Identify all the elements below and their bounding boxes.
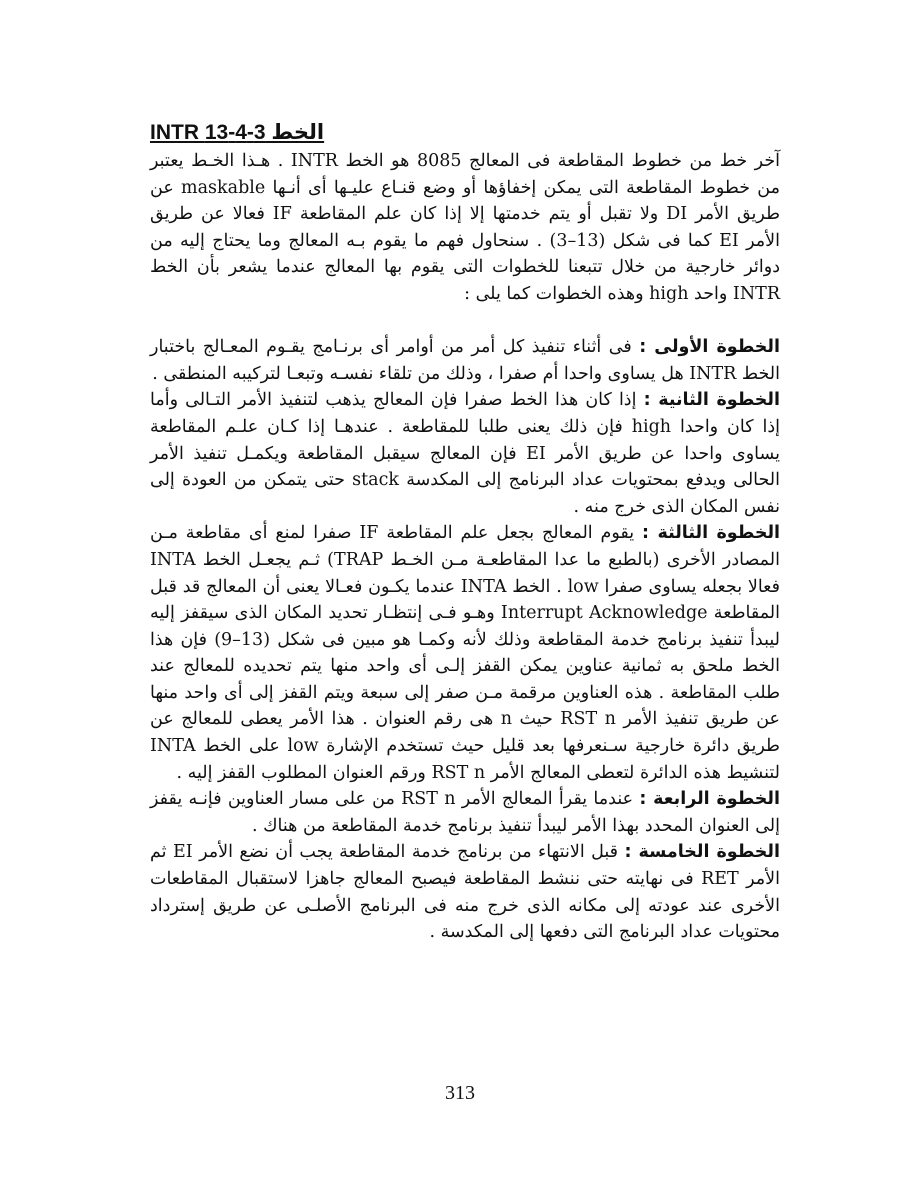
step-3-label: الخطوة الثالثة : [642,523,781,544]
step-1-paragraph [150,334,780,387]
text-body [150,118,780,946]
step-4-text: عندما يقرأ المعالج الأمر RST n من على مسار العناوين فإنـه يقفز إلى العنوان المحدد بهذا الأمر ليبدأ تنفيذ برنامج خدمة المقاطعة من هناك . [150,789,780,836]
section-heading: INTR الخط 3-4-13 [150,121,325,144]
step-1-text: فى أثناء تنفيذ كل أمر من أوامر أى برنـامج يقـوم المعـالج باختبار الخط INTR هل يساوى واحدا أم صفرا ، وذلك من تلقاء نفسـه وتبعـا لتركيبه المنطقى . [150,337,780,384]
paragraph-gap [150,308,780,335]
step-1-label: الخطوة الأولى : [639,337,780,358]
step-2-paragraph [150,387,780,520]
step-3-text: يقوم المعالج بجعل علم المقاطعة IF صفرا لمنع أى مقاطعة مـن المصادر الأخرى (بالطبع ما عدا المقاطعـة مـن الخـط TRAP) ثـم يجعـل الخط INTA فعالا بجعله يساوى صفرا low . الخط INTA عندما يكـون فعـالا يعنى أن المعالج قد قبل المقاطعة Interrupt Acknowledge وهـو فـى إنتظـار تحديد المكان الذى سيقفز إليه ليبدأ تنفيذ برنامج خدمة المقاطعة وذلك لأنه وكمـا هو مبين فى شكل (13–9) فإن هذا الخط ملحق به ثمانية عناوين يمكن القفز إلـى أى واحد منها يتم تحديده للمعالج عند طلب المقاطعة . هذه العناوين مرقمة مـن صفر إلى سبعة ويتم القفز إلى أى واحد منها عن طريق تنفيذ الأمر RST n حيث n هى رقم العنوان . هذا الأمر يعطى للمعالج عن طريق دائرة خارجية سـنعرفها بعد قليل حيث تستخدم الإشارة low على الخط INTA لتنشيط هذه الدائرة لتعطى المعالج الأمر RST n ورقم العنوان المطلوب القفز إليه . [150,523,781,783]
step-4-paragraph [150,786,780,839]
intro-paragraph: آخر خط من خطوط المقاطعة فى المعالج 8085 هو الخط INTR . هـذا الخـط يعتبر من خطوط المقاطعة التى يمكن إخفاؤها أو وضع قنـاع عليـها أى أنـها maskable عن طريق الأمر DI ولا تقبل أو يتم خدمتها إلا إذا كان علم المقاطعة IF فعالا عن طريق الأمر EI كما فى شكل (13–3) . سنحاول فهم ما يقوم بـه المعالج وما يحتاج إليه من دوائر خارجية من خلال تتبعنا للخطوات التى يقوم بها المعالج عندما يشعر بأن الخط INTR واحد high وهذه الخطوات كما يلى : [150,151,781,304]
page-number: 313 [445,1082,475,1104]
step-5-label: الخطوة الخامسة : [624,842,780,863]
step-5-paragraph [150,839,780,945]
step-4-label: الخطوة الرابعة : [639,789,780,810]
step-5-text: قبل الانتهاء من برنامج خدمة المقاطعة يجب أن نضع الأمر EI ثم الأمر RET فى نهايته حتى ننشط المقاطعة فيصبح المعالج جاهزا لاستقبال المقاطعات الأخرى عند عودته إلى مكانه الذى خرج منه فى البرنامج الأصلـى عن طريق إسترداد محتويات عداد البرنامج التى دفعها إلى المكدسة . [150,842,780,943]
step-3-paragraph [150,520,780,786]
step-2-label: الخطوة الثانية : [643,390,780,411]
step-2-text: إذا كان هذا الخط صفرا فإن المعالج يذهب لتنفيذ الأمر التـالى وأما إذا كان واحدا high فإن ذلك يعنى طلبا للمقاطعة . عندهـا إذا كـان علـم المقاطعة يساوى واحدا عن طريق الأمر EI فإن المعالج سيقبل المقاطعة ويكمـل تنفيذ الأمر الحالى ويدفع بمحتويات عداد البرنامج إلى المكدسة stack حتى يتمكن من العودة إلى نفس المكان الذى خرج منه . [150,390,780,517]
